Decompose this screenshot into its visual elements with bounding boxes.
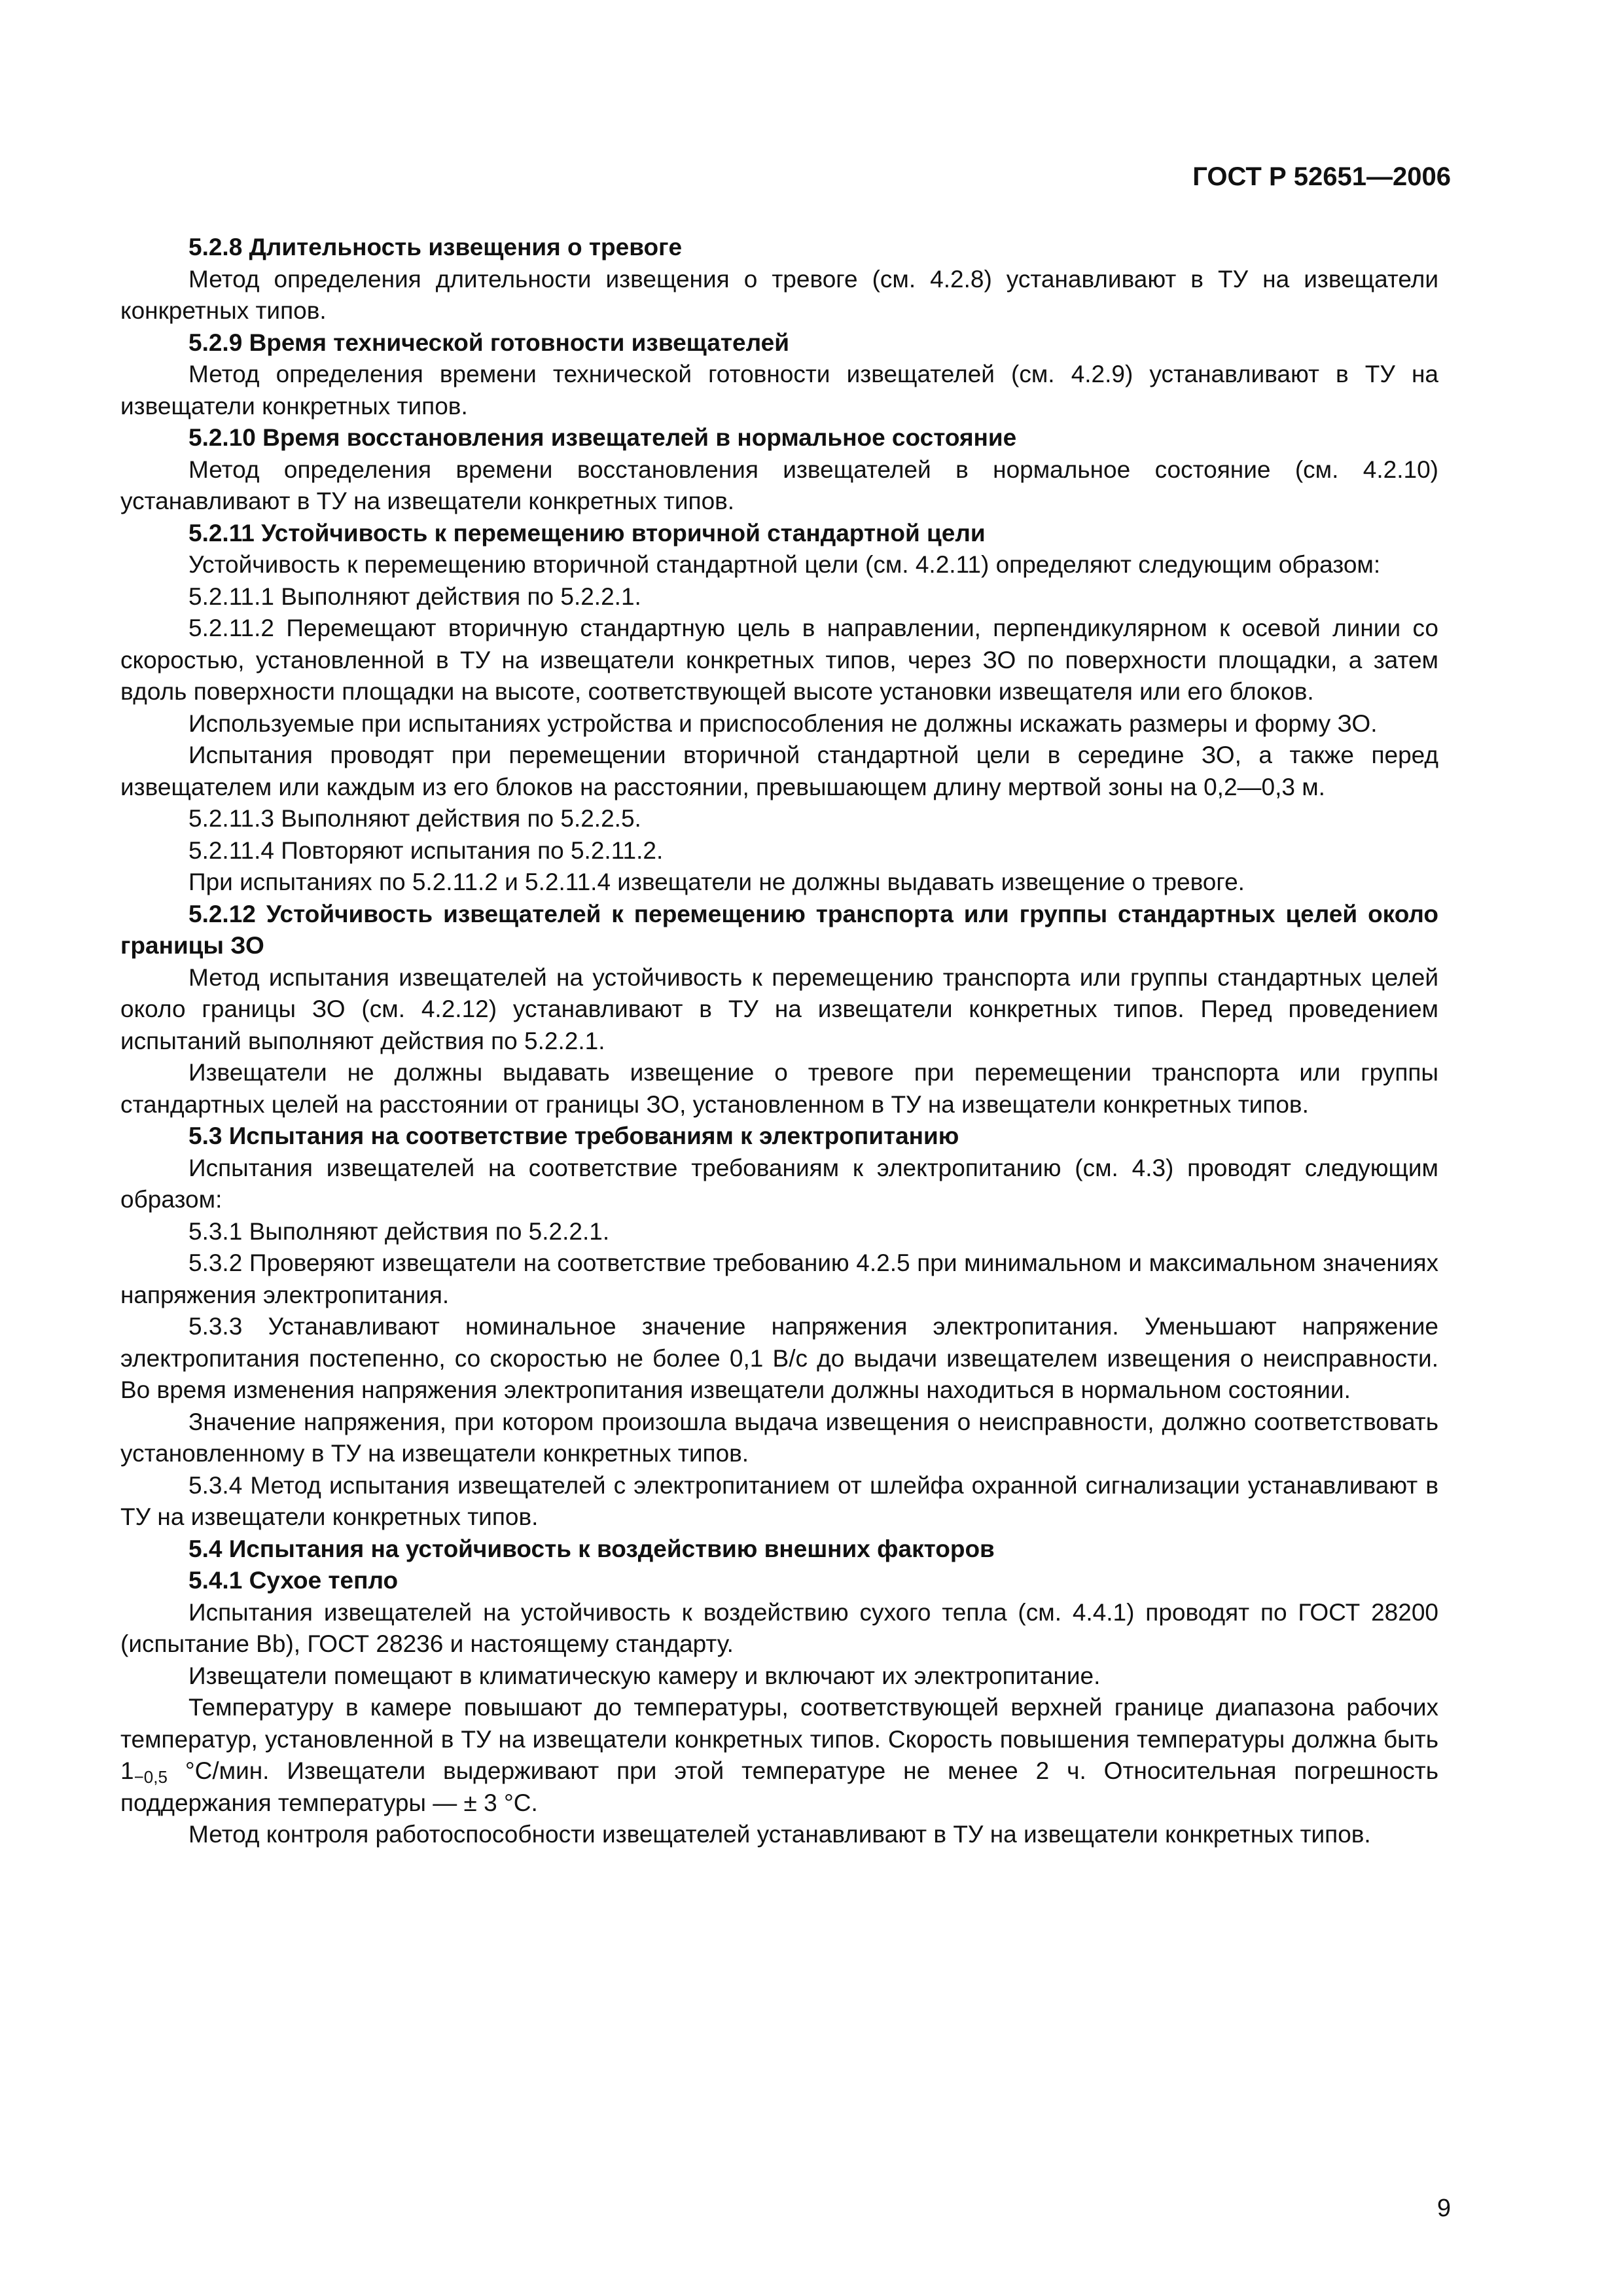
paragraph: 5.2.11.1 Выполняют действия по 5.2.2.1. xyxy=(188,583,641,610)
paragraph: Испытания проводят при перемещении вторичной стандартной цели в середине ЗО, а также перед извещателем или каждым из его блоков на расстоянии, превышающем длину мертвой зоны на 0,2—0,3 м. xyxy=(120,742,1438,800)
paragraph: 5.3.4 Метод испытания извещателей с электропитанием от шлейфа охранной сигнализации устанавливают в ТУ на извещатели конкретных типов. xyxy=(120,1471,1438,1530)
paragraph: Извещатели помещают в климатическую камеру и включают их электропитание. xyxy=(188,1662,1101,1689)
paragraph: Метод контроля работоспособности извещателей устанавливают в ТУ на извещатели конкретных типов. xyxy=(188,1821,1371,1848)
section-heading: 5.2.9 Время технической готовности извещателей xyxy=(188,329,789,356)
section-heading: 5.4 Испытания на устойчивость к воздействию внешних факторов xyxy=(188,1535,995,1562)
paragraph: Используемые при испытаниях устройства и приспособления не должны искажать размеры и форму ЗО. xyxy=(188,709,1378,737)
standard-designation: ГОСТ Р 52651—2006 xyxy=(1192,162,1451,191)
paragraph: Устойчивость к перемещению вторичной стандартной цели (см. 4.2.11) определяют следующим образом: xyxy=(188,551,1381,578)
paragraph: Метод определения времени технической готовности извещателей (см. 4.2.9) устанавливают в ТУ на извещатели конкретных типов. xyxy=(120,361,1438,420)
paragraph-text-before: Температуру в камере повышают до температуры, соответствующей верхней границе диапазона рабочих температур, установленной в ТУ на извещатели конкретных типов. Скорость повышения температуры должна быть 1 xyxy=(120,1694,1438,1784)
paragraph: Значение напряжения, при котором произошла выдача извещения о неисправности, должно соответствовать установленному в ТУ на извещатели конкретных типов. xyxy=(120,1408,1438,1467)
section-heading: 5.3 Испытания на соответствие требованиям к электропитанию xyxy=(188,1122,959,1149)
page-number: 9 xyxy=(1436,2195,1451,2222)
section-heading: 5.4.1 Сухое тепло xyxy=(188,1567,399,1594)
section-heading: 5.2.12 Устойчивость извещателей к перемещению транспорта или группы стандартных целей около границы ЗО xyxy=(120,900,1438,959)
document-body xyxy=(120,232,1438,1851)
paragraph: Испытания извещателей на соответствие требованиям к электропитанию (см. 4.3) проводят следующим образом: xyxy=(120,1154,1438,1213)
paragraph: Метод определения длительности извещения о тревоге (см. 4.2.8) устанавливают в ТУ на извещатели конкретных типов. xyxy=(120,265,1438,324)
paragraph: 5.2.11.3 Выполняют действия по 5.2.2.5. xyxy=(188,805,641,832)
paragraph: Метод определения времени восстановления извещателей в нормальное состояние (см. 4.2.10) устанавливают в ТУ на извещатели конкретных типов. xyxy=(120,456,1438,514)
paragraph: 5.3.3 Устанавливают номинальное значение напряжения электропитания. Уменьшают напряжение электропитания постепенно, со скоростью не более 0,1 В/с до выдачи извещателем извещения о неисправности. Во время изменения напряжения электропитания извещатели должны находиться в нормальном состоянии. xyxy=(120,1313,1438,1403)
section-heading: 5.2.8 Длительность извещения о тревоге xyxy=(188,234,683,260)
paragraph: Извещатели не должны выдавать извещение о тревоге при перемещении транспорта или группы стандартных целей на расстоянии от границы ЗО, установленном в ТУ на извещатели конкретных типов. xyxy=(120,1059,1438,1118)
paragraph: Метод испытания извещателей на устойчивость к перемещению транспорта или группы стандартных целей около границы ЗО (см. 4.2.12) устанавливают в ТУ на извещатели конкретных типов. Перед проведением испытаний выполняют действия по 5.2.2.1. xyxy=(120,963,1438,1054)
paragraph: 5.2.11.2 Перемещают вторичную стандартную цель в направлении, перпендикулярном к осевой линии со скоростью, установленной в ТУ на извещатели конкретных типов, через ЗО по поверхности площадки, а затем вдоль поверхности площадки на высоте, соответствующей высоте установки извещателя или его блоков. xyxy=(120,615,1438,705)
paragraph: 5.3.2 Проверяют извещатели на соответствие требованию 4.2.5 при минимальном и максимальном значениях напряжения электропитания. xyxy=(120,1249,1438,1308)
section-heading: 5.2.10 Время восстановления извещателей в нормальное состояние xyxy=(188,424,1017,451)
paragraph-with-tolerance xyxy=(120,1692,1438,1819)
section-heading: 5.2.11 Устойчивость к перемещению вторичной стандартной цели xyxy=(188,519,986,547)
paragraph: Испытания извещателей на устойчивость к воздействию сухого тепла (см. 4.4.1) проводят по ГОСТ 28200 (испытание Bb), ГОСТ 28236 и настоящему стандарту. xyxy=(120,1598,1438,1657)
tolerance-subscript: −0,5 xyxy=(134,1767,168,1787)
paragraph-text-after: °С/мин. Извещатели выдерживают при этой температуре не менее 2 ч. Относительная погрешность поддержания температуры — ± 3 °С. xyxy=(120,1757,1438,1816)
paragraph: 5.2.11.4 Повторяют испытания по 5.2.11.2. xyxy=(188,836,664,864)
paragraph: 5.3.1 Выполняют действия по 5.2.2.1. xyxy=(188,1217,610,1245)
paragraph: При испытаниях по 5.2.11.2 и 5.2.11.4 извещатели не должны выдавать извещение о тревоге. xyxy=(188,869,1245,895)
